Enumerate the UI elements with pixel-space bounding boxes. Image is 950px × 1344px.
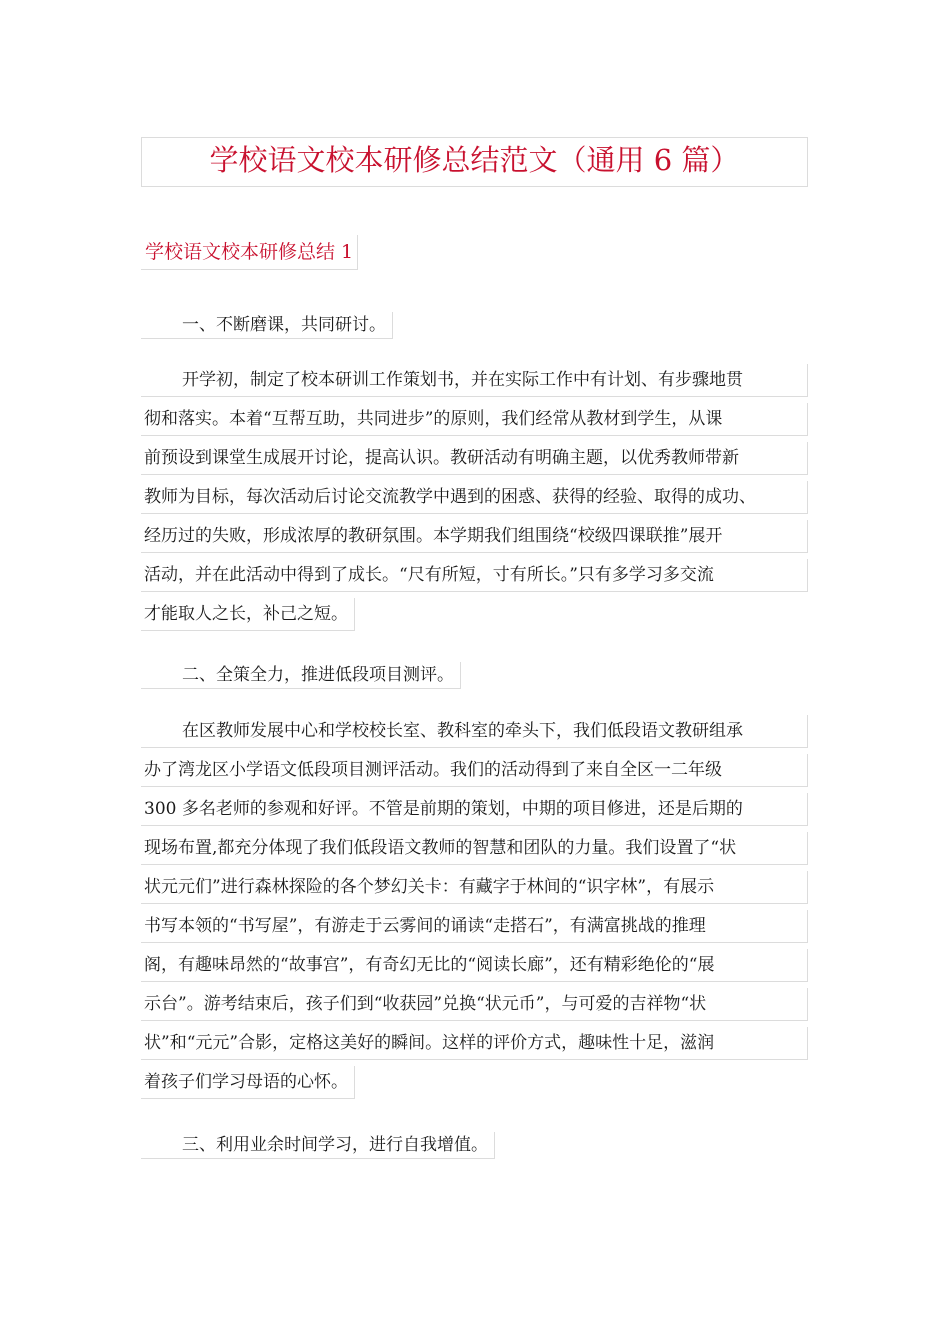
paragraph-line: 在区教师发展中心和学校校长室、教科室的牵头下，我们低段语文教研组承 <box>141 715 808 748</box>
paragraph-line: 现场布置,都充分体现了我们低段语文教师的智慧和团队的力量。我们设置了“状 <box>141 832 808 865</box>
paragraph-line: 前预设到课堂生成展开讨论，提高认识。教研活动有明确主题，以优秀教师带新 <box>141 442 808 475</box>
paragraph-line: 书写本领的“书写屋”，有游走于云雾间的诵读“走搭石”，有满富挑战的推理 <box>141 910 808 943</box>
paragraph-line: 彻和落实。本着“互帮互助，共同进步”的原则，我们经常从教材到学生，从课 <box>141 403 808 436</box>
paragraph-line: 300 多名老师的参观和好评。不管是前期的策划，中期的项目修进，还是后期的 <box>141 793 808 826</box>
section-heading-3: 三、利用业余时间学习，进行自我增值。 <box>141 1132 495 1159</box>
paragraph-1 <box>141 364 808 641</box>
paragraph-line: 才能取人之长，补己之短。 <box>141 598 355 631</box>
paragraph-line: 着孩子们学习母语的心怀。 <box>141 1066 355 1099</box>
document-title: 学校语文校本研修总结范文（通用 6 篇） <box>141 137 808 187</box>
paragraph-line: 办了湾龙区小学语文低段项目测评活动。我们的活动得到了来自全区一二年级 <box>141 754 808 787</box>
paragraph-line: 开学初，制定了校本研训工作策划书，并在实际工作中有计划、有步骤地贯 <box>141 364 808 397</box>
paragraph-line: 状元元们”进行森林探险的各个梦幻关卡：有藏字于林间的“识字林”，有展示 <box>141 871 808 904</box>
section-heading-2: 二、全策全力，推进低段项目测评。 <box>141 662 461 689</box>
paragraph-line: 经历过的失败，形成浓厚的教研氛围。本学期我们组围绕“校级四课联推”展开 <box>141 520 808 553</box>
paragraph-line: 阁，有趣味昂然的“故事宫”，有奇幻无比的“阅读长廊”，还有精彩绝伦的“展 <box>141 949 808 982</box>
section-heading-1: 一、不断磨课，共同研讨。 <box>141 312 393 339</box>
paragraph-line: 教师为目标，每次活动后讨论交流教学中遇到的困惑、获得的经验、取得的成功、 <box>141 481 808 514</box>
paragraph-2 <box>141 715 808 1109</box>
paragraph-line: 状”和“元元”合影，定格这美好的瞬间。这样的评价方式，趣味性十足，滋润 <box>141 1027 808 1060</box>
paragraph-line: 活动，并在此活动中得到了成长。“尺有所短，寸有所长。”只有多学习多交流 <box>141 559 808 592</box>
paragraph-line: 示台”。游考结束后，孩子们到“收获园”兑换“状元币”，与可爱的吉祥物“状 <box>141 988 808 1021</box>
section-subtitle: 学校语文校本研修总结 1 <box>141 235 358 270</box>
